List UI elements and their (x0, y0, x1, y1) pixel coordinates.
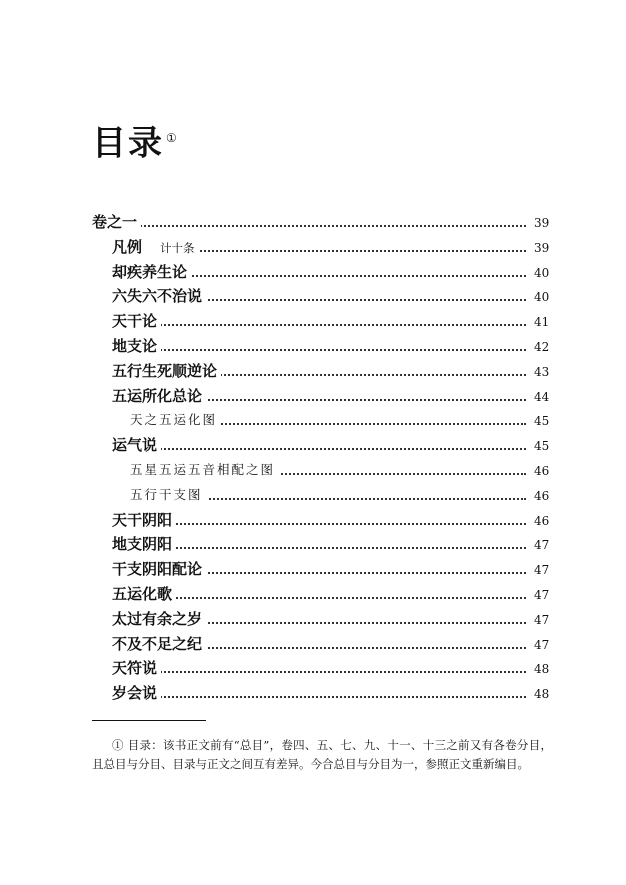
toc-entry-title: 卷之一 (92, 213, 138, 231)
toc-entry-label (112, 582, 176, 606)
dot-leader (132, 275, 526, 277)
toc-entry[interactable] (0, 532, 626, 556)
toc-entry-label (112, 532, 176, 556)
toc-entry-title: 天干阴阳 (112, 510, 173, 529)
toc-entry-title: 天之五运化图 (130, 412, 218, 428)
toc-entry-label (112, 384, 206, 408)
toc-entry-title: 干支阴阳配论 (112, 560, 203, 579)
toc-entry-label (112, 508, 176, 532)
toc-entry-page: 44 (534, 389, 550, 404)
toc-entry-page: 46 (534, 464, 550, 478)
dot-leader (132, 448, 526, 450)
toc-entry-title: 不及不足之纪 (112, 634, 203, 653)
toc-entry-label (112, 334, 161, 358)
title-text: 目录 (92, 123, 164, 164)
toc-entry-title: 天干论 (112, 312, 158, 331)
footnote-divider (92, 720, 206, 721)
toc-entry[interactable] (0, 359, 626, 383)
toc-entry[interactable] (0, 508, 626, 532)
toc-entry-page: 47 (534, 563, 550, 578)
toc-entry-title: 五星五运五音相配之图 (130, 462, 276, 477)
toc-entry-title: 天符说 (112, 659, 158, 678)
toc-entry-label (130, 458, 279, 482)
toc-entry-label (92, 210, 141, 234)
toc-entry-page: 46 (534, 513, 550, 528)
toc-entry-page: 47 (534, 612, 550, 627)
toc-entry[interactable] (0, 458, 626, 482)
toc-entry-label (112, 632, 206, 656)
toc-entry[interactable] (0, 557, 626, 581)
dot-leader (112, 225, 526, 227)
toc-entry-title: 五运所化总论 (112, 386, 203, 405)
toc-entry-label (112, 681, 161, 705)
toc-entry-title: 岁会说 (112, 684, 158, 703)
dot-leader (132, 547, 526, 549)
toc-entry-label (112, 235, 199, 260)
toc-entry-title: 六失六不治说 (112, 287, 203, 306)
toc-entry-title: 凡例 (112, 237, 143, 256)
toc-entry-label (112, 557, 206, 581)
toc-entry-title: 五行干支图 (130, 486, 203, 502)
toc-entry[interactable] (0, 210, 626, 234)
toc-entry-label (112, 433, 161, 457)
toc-entry-label (112, 284, 206, 308)
dot-leader (132, 349, 526, 351)
toc-entry-title: 五运化歌 (112, 585, 173, 603)
toc-entry-label (130, 483, 207, 507)
dot-leader (132, 597, 526, 599)
toc-entry-label (112, 260, 191, 284)
toc-entry-label (112, 359, 221, 383)
toc-entry[interactable] (0, 235, 626, 259)
toc-entry-title: 地支阴阳 (112, 535, 173, 554)
dot-leader (132, 671, 526, 673)
toc-entry-title: 五行生死顺逆论 (112, 361, 218, 380)
footnote: ① 目录：该书正文前有“总目”，卷四、五、七、九、十一、十三之前又有各卷分目，且总目与分目、目录与正文之间互有差异。今合总目与分目为一，参照正文重新编目。 (92, 738, 552, 771)
toc-entry-note: 计十条 (160, 240, 195, 255)
toc-entry-title: 却疾养生论 (112, 262, 188, 281)
toc-entry-title: 太过有余之岁 (112, 609, 203, 628)
toc-entry-page: 40 (534, 265, 550, 280)
dot-leader (132, 523, 526, 525)
toc-entry-label (130, 408, 221, 432)
toc-entry-label (112, 309, 161, 333)
toc-entry-page: 47 (534, 637, 550, 652)
toc-entry-page: 45 (534, 439, 550, 454)
toc-entry[interactable] (0, 607, 626, 631)
toc-entry[interactable] (0, 309, 626, 333)
toc-entry-page: 45 (534, 414, 550, 429)
toc-entry-page: 47 (534, 588, 550, 602)
toc-entry[interactable] (0, 656, 626, 680)
toc-entry[interactable] (0, 334, 626, 358)
toc-entry-page: 41 (534, 315, 550, 330)
toc-entry[interactable] (0, 408, 626, 432)
toc-entry[interactable] (0, 681, 626, 705)
toc-entry[interactable] (0, 483, 626, 507)
dot-leader (132, 324, 526, 326)
toc-entry-label (112, 656, 161, 680)
toc-entry-page: 48 (534, 662, 550, 677)
toc-entry-page: 42 (534, 340, 550, 354)
toc-entry-page: 43 (534, 364, 550, 379)
title-footnote-marker: ① (166, 131, 179, 145)
toc-entry[interactable] (0, 260, 626, 284)
toc-entry[interactable] (0, 582, 626, 606)
toc-entry[interactable] (0, 384, 626, 408)
toc-entry-title: 运气说 (112, 436, 158, 455)
toc-entry-page: 39 (534, 216, 550, 230)
toc-entry-page: 47 (534, 538, 550, 553)
toc-entry-title: 地支论 (112, 337, 158, 355)
toc-entry[interactable] (0, 284, 626, 308)
toc-entry-page: 39 (534, 240, 550, 255)
toc-entry[interactable] (0, 632, 626, 656)
toc-entry[interactable] (0, 433, 626, 457)
toc-entry-label (112, 607, 206, 631)
toc-entry-page: 40 (534, 290, 550, 305)
toc-entry-page: 48 (534, 687, 550, 702)
toc-entry-page: 46 (534, 488, 550, 503)
dot-leader (132, 696, 526, 698)
